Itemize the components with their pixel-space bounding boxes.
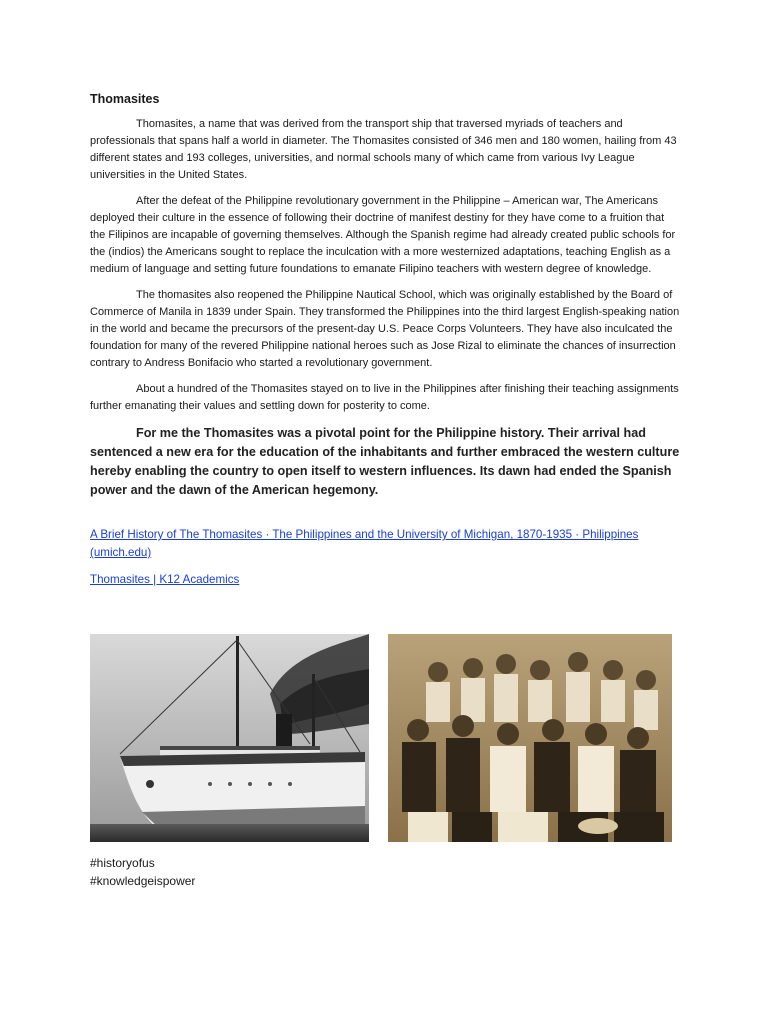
document-body — [90, 92, 680, 598]
paragraph-1: Thomasites, a name that was derived from the transport ship that traversed myriads of teachers and professionals that spans half a world in diameter. The Thomasites consisted of 346 men and 180 women, hailing from 43 different states and 193 colleges, universities, and normal schools many of which came from various Ivy League universities in the United States. — [90, 118, 677, 181]
link-umich-history[interactable]: A Brief History of The Thomasites · The Philippines and the University of Michigan, 1870-1935 · Philippines (umich.edu) — [90, 528, 639, 559]
reflection-paragraph: For me the Thomasites was a pivotal point for the Philippine history. Their arrival had sentenced a new era for the education of the inhabitants and further embraced the western culture hereby enabling the country to open itself to western influences. Its dawn had ended the Spanish power and the dawn of the American hegemony. — [90, 426, 680, 497]
paragraph-3: The thomasites also reopened the Philippine Nautical School, which was originally established by the Board of Commerce of Manila in 1839 under Spain. They transformed the Philippines into the third largest English-speaking nation in the world and became the precursors of the present-day U.S. Peace Corps Volunteers. They have also inculcated the foundation for many of the revered Philippine national heroes such as Jose Rizal to eliminate the chances of insurrection contrary to Andress Bonifacio who started a revolutionary government. — [90, 289, 680, 369]
paragraph-2: After the defeat of the Philippine revolutionary government in the Philippine – American war, The Americans deployed their culture in the essence of following their doctrine of manifest destiny for they have come to a fruition that the Filipinos are incapable of governing themselves. Although the Spanish regime had already created public schools for the (indios) the Americans sought to replace the inculcation with a more westernized adaptations, teaching English as a medium of language and setting future foundations to emanate Filipino teachers with western degree of knowledge. — [90, 195, 676, 275]
group-photo — [388, 634, 672, 842]
photo-row — [90, 634, 680, 844]
page-title: Thomasites — [90, 92, 160, 106]
hashtag-list — [90, 854, 195, 890]
link-k12-academics[interactable]: Thomasites | K12 Academics — [90, 573, 240, 586]
paragraph-4: About a hundred of the Thomasites stayed on to live in the Philippines after finishing their teaching assignments further emanating their values and settling down for posterity to come. — [90, 383, 679, 412]
hashtag-historyofus: #historyofus — [90, 856, 155, 870]
hashtag-knowledgeispower: #knowledgeispower — [90, 874, 196, 888]
ship-photo — [90, 634, 369, 842]
